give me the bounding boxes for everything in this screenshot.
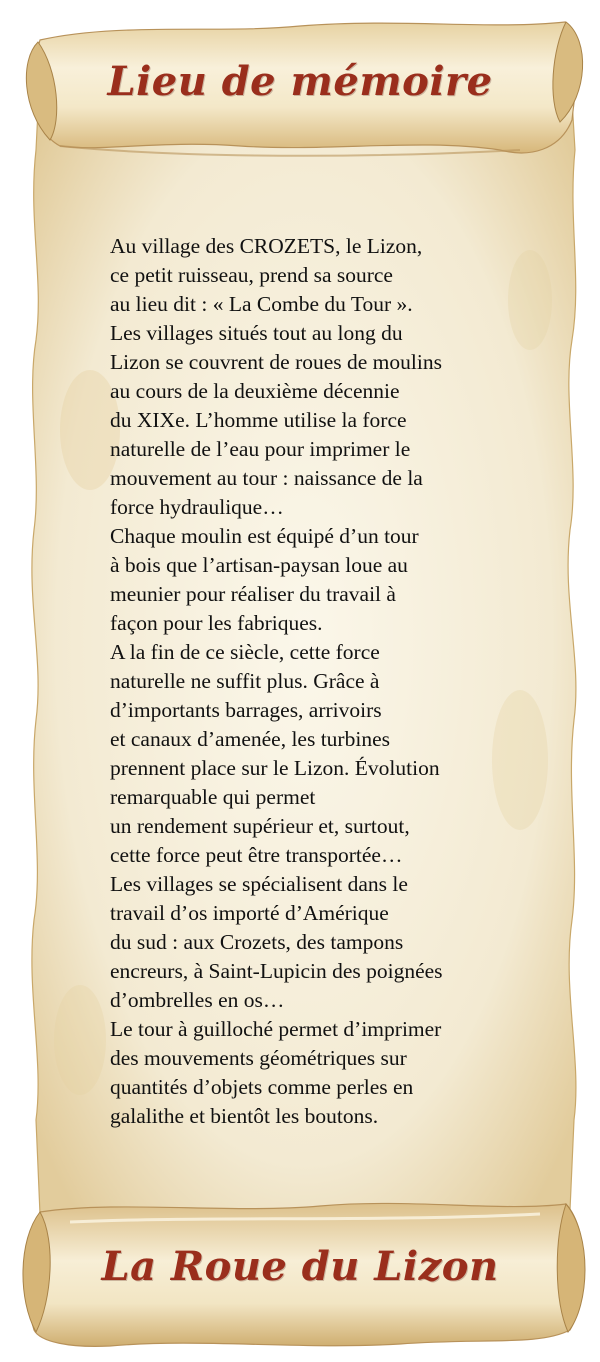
- footer-title: La Roue du Lizon: [101, 1243, 499, 1290]
- text-line: un rendement supérieur et, surtout,: [110, 814, 410, 838]
- text-line: prennent place sur le Lizon. Évolution: [110, 756, 440, 780]
- text-line: façon pour les fabriques.: [110, 611, 323, 635]
- text-line: au cours de la deuxième décennie: [110, 379, 400, 403]
- memory-text: [110, 232, 530, 1131]
- text-line: au lieu dit : « La Combe du Tour ».: [110, 292, 413, 316]
- text-line: travail d’os importé d’Amérique: [110, 901, 389, 925]
- text-line: à bois que l’artisan-paysan loue au: [110, 553, 408, 577]
- text-line: naturelle de l’eau pour imprimer le: [110, 437, 411, 461]
- text-line: meunier pour réaliser du travail à: [110, 582, 396, 606]
- text-line: du XIXe. L’homme utilise la force: [110, 408, 407, 432]
- text-line: cette force peut être transportée…: [110, 843, 403, 867]
- text-line: des mouvements géométriques sur: [110, 1046, 407, 1070]
- bottom-roll-curl-right: [557, 1204, 585, 1332]
- text-line: quantités d’objets comme perles en: [110, 1075, 414, 1099]
- text-line: et canaux d’amenée, les turbines: [110, 727, 390, 751]
- text-line: Le tour à guilloché permet d’imprimer: [110, 1017, 442, 1041]
- text-line: naturelle ne suffit plus. Grâce à: [110, 669, 380, 693]
- stain: [54, 985, 106, 1095]
- text-line: du sud : aux Crozets, des tampons: [110, 930, 404, 954]
- text-line: d’importants barrages, arrivoirs: [110, 698, 382, 722]
- text-line: Au village des CROZETS, le Lizon,: [110, 234, 423, 258]
- text-line: Les villages se spécialisent dans le: [110, 872, 408, 896]
- text-line: Lizon se couvrent de roues de moulins: [110, 350, 442, 374]
- text-line: ce petit ruisseau, prend sa source: [110, 263, 393, 287]
- header-title: Lieu de mémoire: [107, 58, 493, 105]
- text-line: force hydraulique…: [110, 495, 284, 519]
- text-line: remarquable qui permet: [110, 785, 316, 809]
- text-line: mouvement au tour : naissance de la: [110, 466, 423, 490]
- text-line: A la fin de ce siècle, cette force: [110, 640, 380, 664]
- text-line: Chaque moulin est équipé d’un tour: [110, 524, 419, 548]
- text-line: encreurs, à Saint-Lupicin des poignées: [110, 959, 443, 983]
- text-line: Les villages situés tout au long du: [110, 321, 403, 345]
- text-line: d’ombrelles en os…: [110, 988, 285, 1012]
- text-line: galalithe et bientôt les boutons.: [110, 1104, 379, 1128]
